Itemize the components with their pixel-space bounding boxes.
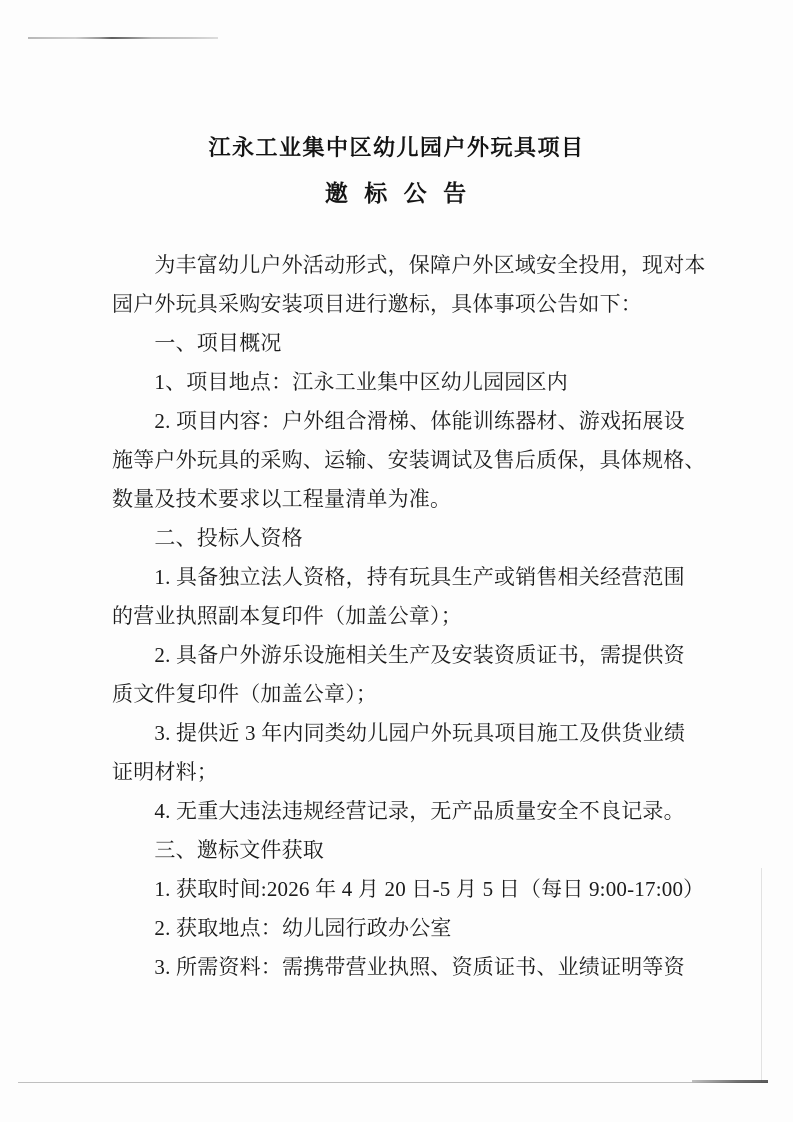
- scan-artifact-top-dash: [28, 37, 218, 39]
- section-2-item-3-line-2: 证明材料；: [112, 760, 218, 784]
- section-1-heading: 一、项目概况: [112, 331, 282, 355]
- document-title: 江永工业集中区幼儿园户外玩具项目: [208, 135, 585, 160]
- section-2-heading: 二、投标人资格: [112, 526, 303, 550]
- section-2-item-1-line-1: 1. 具备独立法人资格，持有玩具生产或销售相关经营范围: [112, 565, 685, 589]
- scan-artifact-page-edge-right: [761, 868, 762, 1083]
- section-2-item-4: 4. 无重大违法违规经营记录，无产品质量安全不良记录。: [112, 799, 685, 823]
- section-2-item-2-line-2: 质文件复印件（加盖公章）；: [112, 682, 378, 706]
- scan-artifact-bottom-dark-segment: [692, 1080, 768, 1083]
- section-1-item-2-line-2: 施等户外玩具的采购、运输、安装调试及售后质保，具体规格、: [112, 448, 706, 472]
- scan-artifact-page-edge-bottom: [18, 1082, 768, 1083]
- section-2-item-1-line-2: 的营业执照副本复印件（加盖公章）；: [112, 604, 462, 628]
- section-3-item-1: 1. 获取时间:2026 年 4 月 20 日-5 月 5 日（每日 9:00-17:00）: [112, 877, 705, 901]
- intro-paragraph-line-2: 园户外玩具采购安装项目进行邀标，具体事项公告如下：: [112, 292, 642, 316]
- section-3-item-2: 2. 获取地点：幼儿园行政办公室: [112, 916, 452, 940]
- section-1-item-1: 1、项目地点：江永工业集中区幼儿园园区内: [112, 370, 568, 394]
- document-body: [112, 246, 712, 987]
- section-2-item-3-line-1: 3. 提供近 3 年内同类幼儿园户外玩具项目施工及供货业绩: [112, 721, 686, 745]
- document-subtitle: 邀 标 公 告: [324, 180, 469, 206]
- section-3-item-3: 3. 所需资料：需携带营业执照、资质证书、业绩证明等资: [112, 955, 685, 979]
- section-1-item-2-line-1: 2. 项目内容：户外组合滑梯、体能训练器材、游戏拓展设: [112, 409, 685, 433]
- section-2-item-2-line-1: 2. 具备户外游乐设施相关生产及安装资质证书，需提供资: [112, 643, 685, 667]
- section-3-heading: 三、邀标文件获取: [112, 838, 324, 862]
- intro-paragraph-line-1: 为丰富幼儿户外活动形式，保障户外区域安全投用，现对本: [112, 253, 706, 277]
- section-1-item-2-line-3: 数量及技术要求以工程量清单为准。: [112, 487, 452, 511]
